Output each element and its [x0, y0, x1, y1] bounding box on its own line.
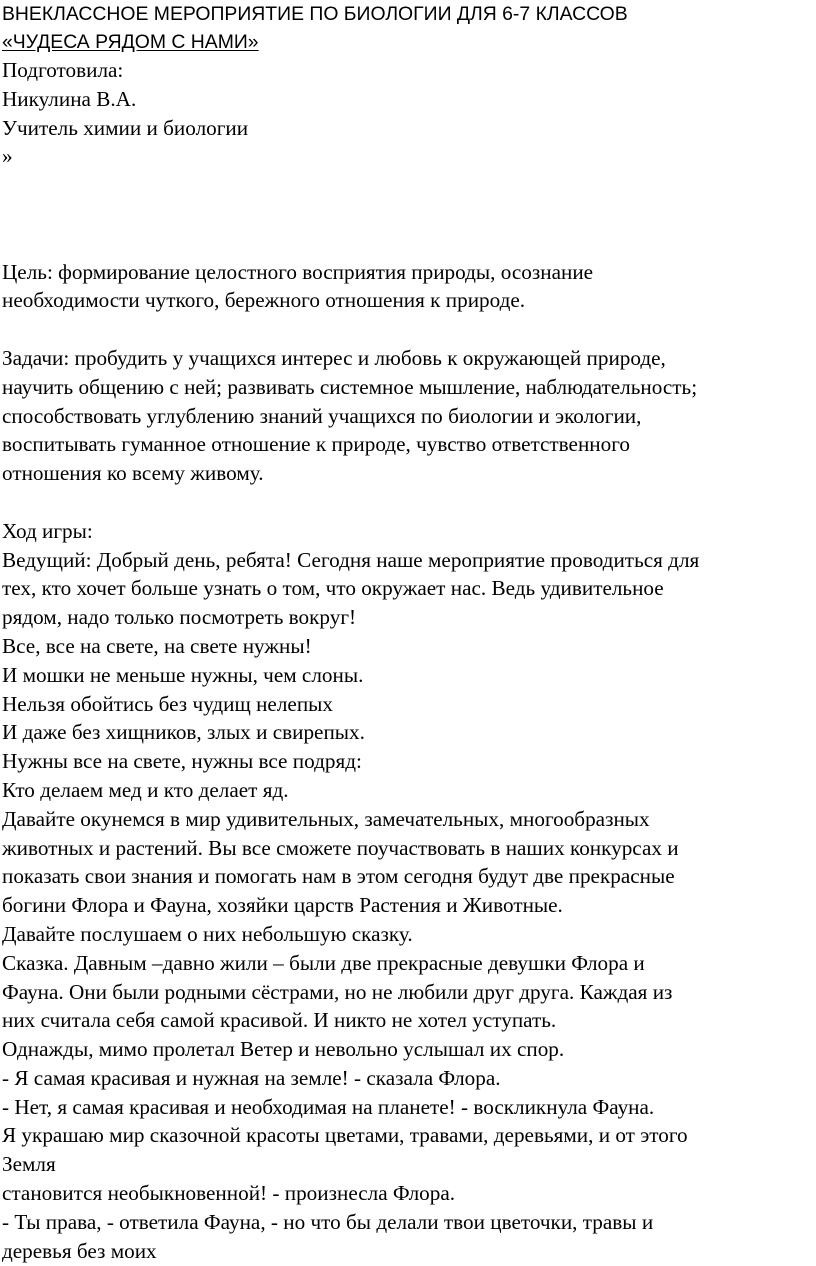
tasks-line: воспитывать гуманное отношение к природе, чувство ответственного — [2, 432, 630, 457]
tale-line: - Нет, я самая красивая и необходимая на планете! - воскликнула Фауна. — [2, 1094, 655, 1119]
tale-line: Сказка. Давным –давно жили – были две прекрасные девушки Флора и — [2, 950, 645, 975]
poem-line: Нужны все на свете, нужны все подряд: — [2, 749, 362, 774]
course-line: Давайте послушаем о них небольшую сказку. — [2, 921, 413, 946]
spacer — [2, 488, 814, 517]
goal-line: необходимости чуткого, бережного отношения к природе. — [2, 288, 526, 313]
tale-line: Земля — [2, 1152, 56, 1177]
tale-line: Однажды, мимо пролетал Ветер и невольно услышал их спор. — [2, 1037, 565, 1062]
course-line: Ведущий: Добрый день, ребята! Сегодня наше мероприятие проводиться для — [2, 547, 700, 572]
course-line: животных и растений. Вы все сможете поучаствовать в наших конкурсах и — [2, 835, 679, 860]
prepared-by-label: Подготовила: — [2, 58, 124, 82]
tale-line: - Я самая красивая и нужная на земле! - сказала Флора. — [2, 1065, 501, 1090]
spacer — [2, 315, 814, 344]
spacer — [2, 229, 814, 258]
document-title: ВНЕКЛАССНОЕ МЕРОПРИЯТИЕ ПО БИОЛОГИИ ДЛЯ 6-7 КЛАССОВ — [2, 3, 628, 25]
event-name: «ЧУДЕСА РЯДОМ С НАМИ» — [2, 31, 259, 53]
poem-line: Кто делаем мед и кто делает яд. — [2, 777, 289, 802]
poem-line: И даже без хищников, злых и свирепых. — [2, 720, 365, 745]
course-line: Давайте окунемся в мир удивительных, замечательных, многообразных — [2, 806, 650, 831]
author-name: Никулина В.А. — [2, 86, 137, 111]
poem-line: Нельзя обойтись без чудищ нелепых — [2, 691, 333, 716]
poem-line: Все, все на свете, на свете нужны! — [2, 633, 312, 658]
tale-line: Фауна. Они были родными сёстрами, но не любили друг друга. Каждая из — [2, 979, 673, 1004]
quote-mark: » — [2, 144, 13, 169]
spacer — [2, 171, 814, 229]
tale-line: - Ты права, - ответила Фауна, - но что бы делали твои цветочки, травы и — [2, 1209, 654, 1234]
tale-line: Я украшаю мир сказочной красоты цветами, травами, деревьями, и от этого — [2, 1123, 688, 1148]
poem-line: И мошки не меньше нужны, чем слоны. — [2, 662, 364, 687]
course-heading: Ход игры: — [2, 518, 93, 543]
author-position: Учитель химии и биологии — [2, 115, 249, 140]
document-subtitle — [2, 28, 814, 56]
tale-line: деревья без моих — [2, 1238, 157, 1263]
goal-line: Цель: формирование целостного восприятия природы, осознание — [2, 259, 594, 284]
tasks-line: отношения ко всему живому. — [2, 461, 264, 486]
course-line: показать свои знания и помогать нам в этом сегодня будут две прекрасные — [2, 864, 675, 889]
tasks-line: способствовать углублению знаний учащихся по биологии и экологии, — [2, 403, 642, 428]
course-line: тех, кто хочет больше узнать о том, что окружает нас. Ведь удивительное — [2, 576, 664, 601]
tale-line: становится необыкновенной! - произнесла Флора. — [2, 1181, 456, 1206]
course-line: богини Флора и Фауна, хозяйки царств Растения и Животные. — [2, 893, 563, 918]
tasks-line: научить общению с ней; развивать системное мышление, наблюдательность; — [2, 374, 698, 399]
tasks-line: Задачи: пробудить у учащихся интерес и любовь к окружающей природе, — [2, 345, 666, 370]
course-line: рядом, надо только посмотреть вокруг! — [2, 605, 357, 630]
tale-line: них считала себя самой красивой. И никто не хотел уступать. — [2, 1008, 557, 1033]
